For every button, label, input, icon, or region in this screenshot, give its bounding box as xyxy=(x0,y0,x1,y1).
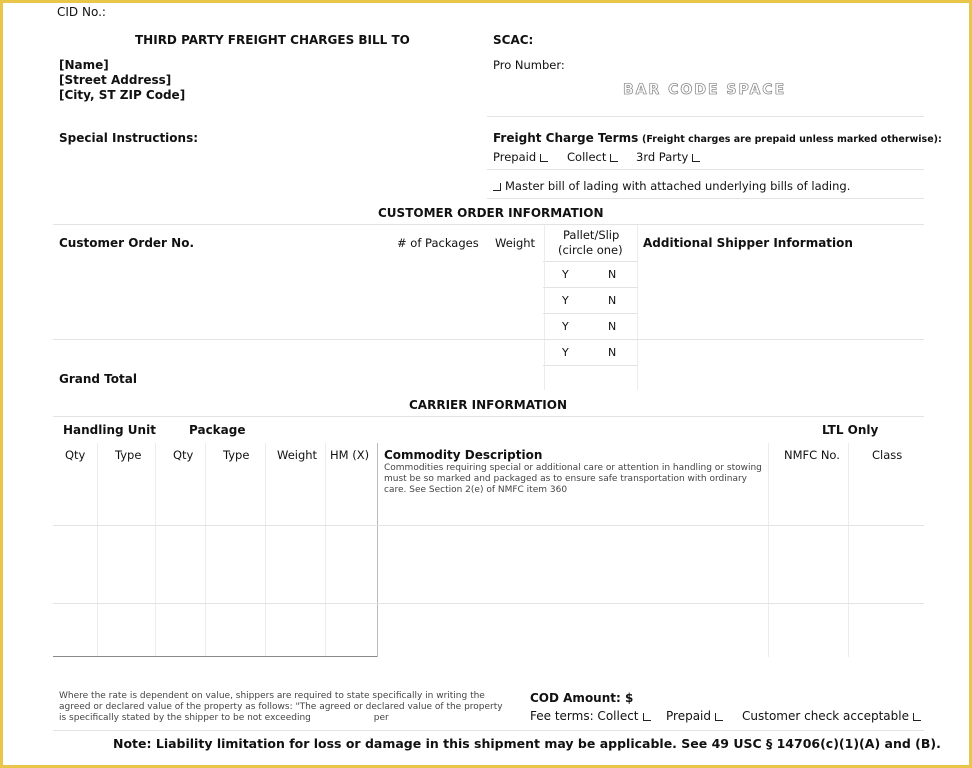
cod-amount-label: COD Amount: $ xyxy=(530,691,634,705)
name-field[interactable]: [Name] xyxy=(59,58,109,72)
additional-shipper-header: Additional Shipper Information xyxy=(643,236,853,250)
hm-header: HM (X) xyxy=(330,448,370,462)
commodity-header: Commodity Description xyxy=(384,448,543,462)
pallet-n[interactable]: N xyxy=(608,294,617,307)
per-label: per xyxy=(373,713,389,723)
carrier-weight-header: Weight xyxy=(277,448,318,462)
grand-total-label: Grand Total xyxy=(59,372,137,386)
pallet-y[interactable]: Y xyxy=(562,294,569,307)
column-divider xyxy=(265,443,266,657)
customer-check-checkbox[interactable] xyxy=(913,713,921,721)
city-field[interactable]: [City, ST ZIP Code] xyxy=(59,88,186,102)
packages-header: # of Packages xyxy=(397,236,479,250)
fee-prepaid-label: Prepaid xyxy=(666,709,711,723)
freight-terms-label: Freight Charge Terms xyxy=(493,131,639,145)
customer-order-title: CUSTOMER ORDER INFORMATION xyxy=(378,206,604,220)
terms-collect[interactable] xyxy=(567,150,618,164)
fee-prepaid-checkbox[interactable] xyxy=(715,713,723,721)
divider xyxy=(53,730,924,731)
weight-header: Weight xyxy=(495,236,536,250)
divider xyxy=(53,416,924,417)
master-bill-label: Master bill of lading with attached underlying bills of lading. xyxy=(505,179,851,193)
package-type-header: Type xyxy=(223,448,250,462)
commodity-note: Commodities requiring special or additional care or attention in handling or stowing must be so marked and packaged as to ensure safe transportation with ordinary care. See Section 2(e) of NMFC item 360 xyxy=(384,463,762,495)
terms-prepaid-label: Prepaid xyxy=(493,150,537,164)
barcode-space: BAR CODE SPACE xyxy=(623,82,787,98)
customer-check-acceptable[interactable] xyxy=(742,709,921,723)
column-divider xyxy=(155,443,156,657)
divider xyxy=(53,224,924,225)
pallet-n[interactable]: N xyxy=(608,320,617,333)
customer-check-label: Customer check acceptable xyxy=(742,709,909,723)
class-header: Class xyxy=(872,448,903,462)
rate-value-note xyxy=(59,691,504,724)
divider xyxy=(487,198,924,199)
package-header: Package xyxy=(189,423,246,437)
type-header: Type xyxy=(115,448,142,462)
divider xyxy=(543,287,638,288)
pallet-header: Pallet/Slip xyxy=(563,228,620,242)
circle-one-note: (circle one) xyxy=(558,243,623,257)
carrier-info-title: CARRIER INFORMATION xyxy=(409,398,567,412)
package-qty-header: Qty xyxy=(173,448,194,462)
nmfc-header: NMFC No. xyxy=(784,448,840,462)
divider xyxy=(543,261,638,262)
column-divider xyxy=(97,443,98,657)
master-bill-option[interactable] xyxy=(493,179,850,193)
pallet-n[interactable]: N xyxy=(608,346,617,359)
freight-terms-note: (Freight charges are prepaid unless marked otherwise): xyxy=(642,134,942,145)
divider xyxy=(487,169,924,170)
prepaid-checkbox[interactable] xyxy=(540,154,548,162)
third-party-checkbox[interactable] xyxy=(692,154,700,162)
column-divider xyxy=(325,443,326,657)
freight-terms-heading xyxy=(493,131,942,145)
table-row-divider xyxy=(53,525,924,526)
divider xyxy=(543,313,638,314)
fee-terms-label: Fee terms: Collect xyxy=(530,709,639,723)
column-divider xyxy=(768,443,769,657)
pallet-y[interactable]: Y xyxy=(562,320,569,333)
customer-order-no-header: Customer Order No. xyxy=(59,236,194,250)
terms-third-party[interactable] xyxy=(636,150,700,164)
column-divider xyxy=(205,443,206,657)
collect-checkbox[interactable] xyxy=(610,154,618,162)
divider xyxy=(543,365,638,366)
street-field[interactable]: [Street Address] xyxy=(59,73,172,87)
terms-prepaid[interactable] xyxy=(493,150,548,164)
qty-header: Qty xyxy=(65,448,86,462)
master-bill-checkbox[interactable] xyxy=(493,183,501,191)
bill-to-title: THIRD PARTY FREIGHT CHARGES BILL TO xyxy=(135,33,410,47)
terms-collect-label: Collect xyxy=(567,150,607,164)
fee-terms-collect[interactable] xyxy=(530,709,651,723)
special-instructions-label: Special Instructions: xyxy=(59,131,199,145)
table-bottom-line xyxy=(53,656,377,657)
rate-value-note-text: Where the rate is dependent on value, shippers are required to state specifically in writing the agreed or declared value of the property as follows: "The agreed or declared value of the property is specifically stated by the shipper to be not exceeding xyxy=(59,691,503,723)
pallet-y[interactable]: Y xyxy=(562,268,569,281)
pallet-y[interactable]: Y xyxy=(562,346,569,359)
pallet-n[interactable]: N xyxy=(608,268,617,281)
table-row-divider xyxy=(53,603,924,604)
divider xyxy=(487,116,924,117)
pro-number-label: Pro Number: xyxy=(493,58,565,72)
cid-label: CID No.: xyxy=(57,5,106,19)
fee-terms-prepaid[interactable] xyxy=(666,709,723,723)
column-divider xyxy=(848,443,849,657)
handling-unit-header: Handling Unit xyxy=(63,423,156,437)
liability-note: Note: Liability limitation for loss or damage in this shipment may be applicable. See 49 USC § 14706(c)(1)(A) and (B). xyxy=(113,736,941,751)
scac-label: SCAC: xyxy=(493,33,534,47)
terms-third-party-label: 3rd Party xyxy=(636,150,689,164)
ltl-only-header: LTL Only xyxy=(822,423,879,437)
divider xyxy=(53,339,924,340)
fee-collect-checkbox[interactable] xyxy=(643,713,651,721)
column-divider xyxy=(377,443,378,657)
